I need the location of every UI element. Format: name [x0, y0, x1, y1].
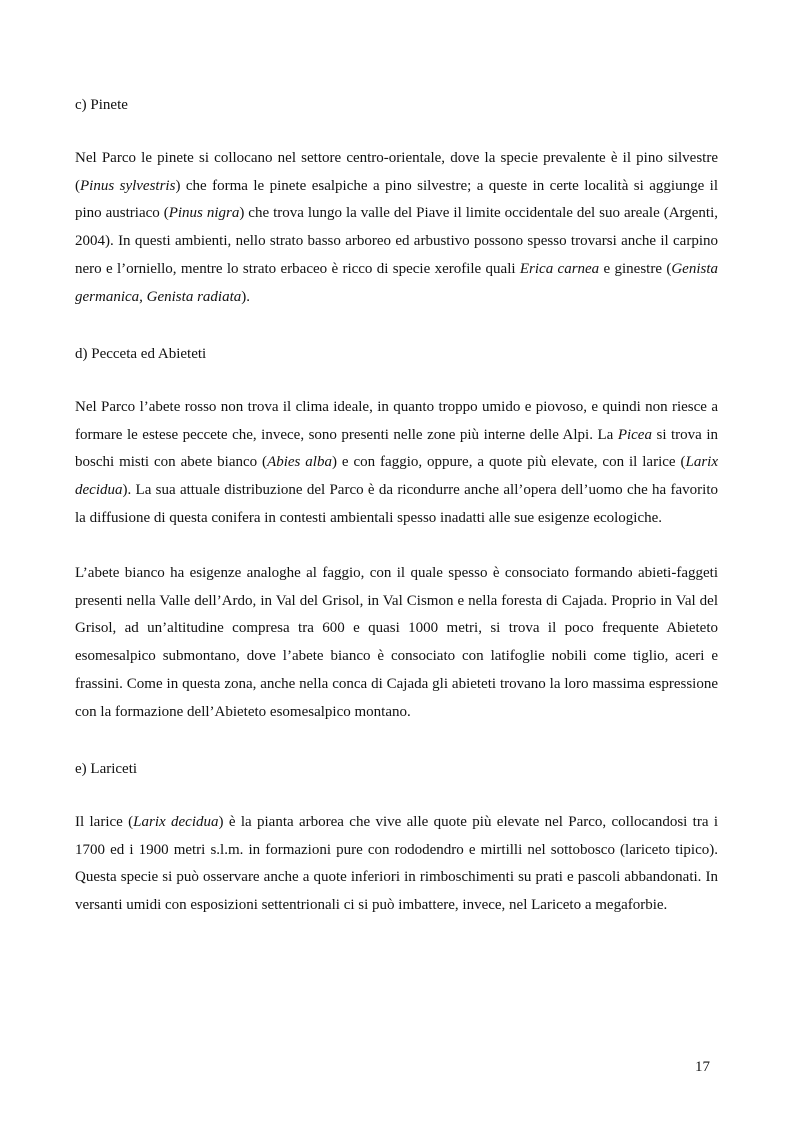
paragraph-lariceti — [75, 809, 718, 920]
text-run: ) è la pianta arborea che vive alle quote più elevate nel Parco, collocandosi tra i 1700 ed i 1900 metri s.l.m. in formazioni pure con rododendro e mirtilli nel sottobosco (lariceto tipico). Questa specie si può osservare anche a quote inferiori in rimboschimenti su prati e pascoli abbandonati. In versanti umidi con esposizioni settentrionali ci si può imbattere, invece, nel Lariceto a megaforbie. — [75, 814, 719, 914]
italic-text-run: Genista germanica, Genista radiata — [75, 260, 718, 305]
text-run: ) che trova lungo la valle del Piave il limite occidentale del suo areale (Argenti, 2004). In questi ambienti, nello strato basso arboreo ed arbustivo possono spesso trovarsi anche il carpino nero e l’orniello, mentre lo strato erbaceo è ricco di specie xerofile quali — [75, 205, 718, 277]
italic-text-run: Abies alba — [267, 454, 332, 471]
text-run: L’abete bianco ha esigenze analoghe al faggio, con il quale spesso è consociato formando abieti-faggeti presenti nella Valle dell’Ardo, in Val del Grisol, in Val Cismon e nella foresta di Cajada. Proprio in Val del Grisol, ad un’altitudine compresa tra 600 e quasi 1000 metri, si trova il poco frequente Abieteto esomesalpico submontano, dove l’abete bianco è consociato con latifoglie nobili come tiglio, aceri e frassini. Come in questa zona, anche nella conca di Cajada gli abieteti trovano la loro massima espressione con la formazione dell’Abieteto esomesalpico montano. — [75, 565, 718, 720]
paragraph-pecceta — [75, 394, 718, 533]
text-run: Nel Parco l’abete rosso non trova il clima ideale, in quanto troppo umido e piovoso, e quindi non riesce a formare le estese peccete che, invece, sono presenti nelle zone più interne delle Alpi. La — [75, 399, 718, 443]
italic-text-run: Larix decidua — [133, 814, 219, 830]
text-run: Il larice ( — [75, 814, 134, 830]
text-run: ) che forma le pinete esalpiche a pino silvestre; a queste in certe località si aggiunge il pino austriaco ( — [75, 177, 718, 222]
text-run: ). — [241, 288, 250, 305]
text-run: Nel Parco le pinete si collocano nel settore centro-orientale, dove la specie prevalente è il pino silvestre ( — [75, 150, 718, 194]
italic-text-run: Picea — [617, 426, 652, 443]
paragraph-pinete — [75, 145, 718, 311]
italic-text-run: Larix decidua — [75, 454, 718, 499]
italic-text-run: Erica carnea — [519, 260, 600, 277]
italic-text-run: Pinus sylvestris — [80, 177, 176, 194]
section-heading-pecceta-abieteti: d) Pecceta ed Abieteti — [75, 346, 207, 362]
section-heading-lariceti: e) Lariceti — [75, 761, 138, 777]
text-run: si trova in boschi misti con abete bianco ( — [75, 426, 718, 471]
page-number: 17 — [695, 1059, 710, 1075]
text-run: ) e con faggio, oppure, a quote più elevate, con il larice ( — [331, 454, 686, 471]
italic-text-run: Pinus nigra — [168, 205, 240, 222]
text-run: ). La sua attuale distribuzione del Parco è da ricondurre anche all’opera dell’uomo che ha favorito la diffusione di questa conifera in contesti ambientali spesso inadatti alle sue esigenze ecologiche. — [75, 482, 718, 526]
paragraph-abieteti — [75, 560, 718, 726]
text-run: e ginestre ( — [599, 260, 672, 277]
section-heading-pinete: c) Pinete — [75, 97, 128, 113]
